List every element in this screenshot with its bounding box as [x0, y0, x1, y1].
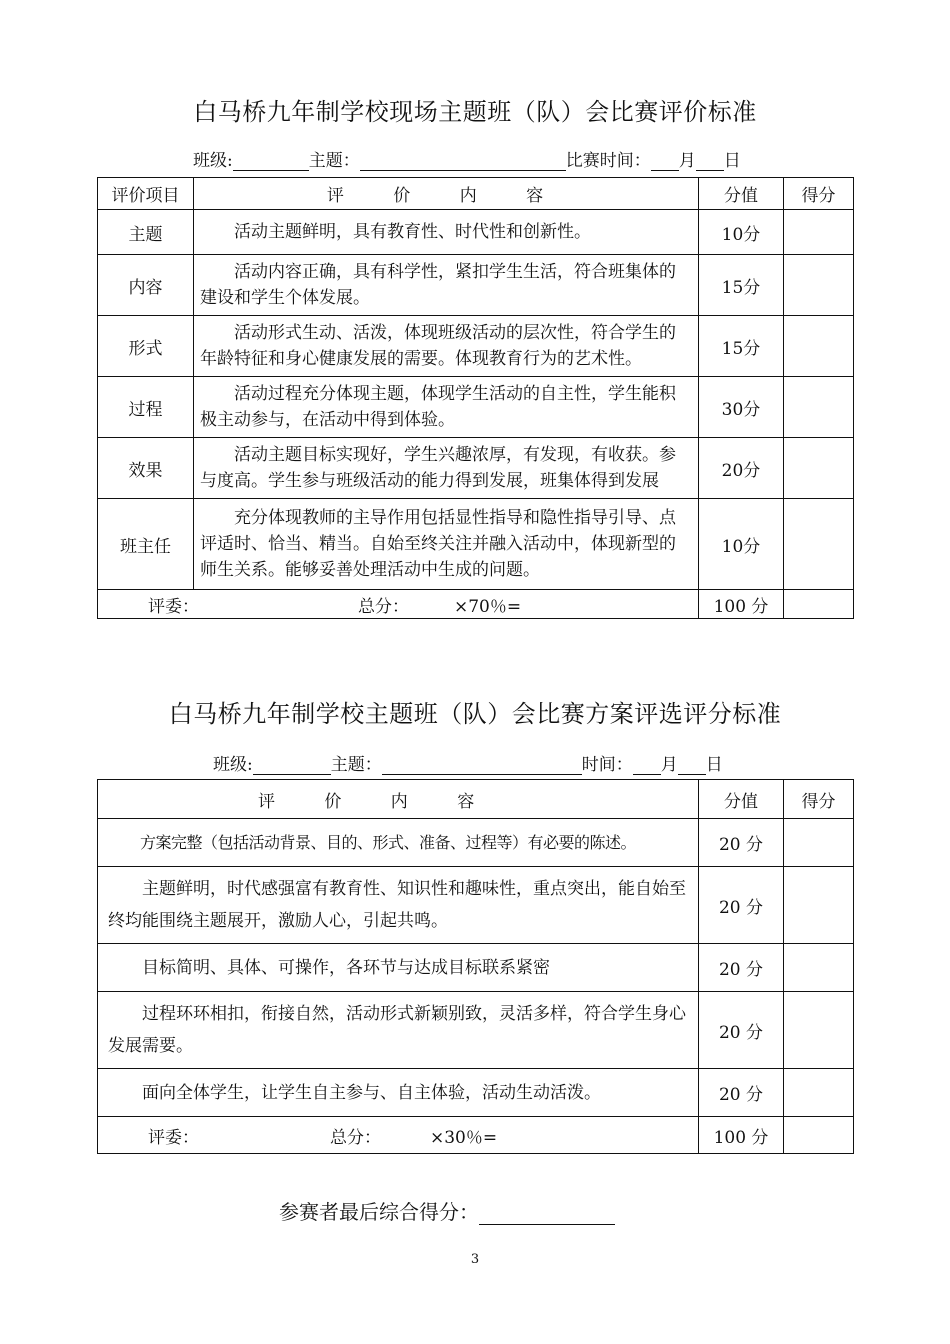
class-label: 班级:: [193, 151, 233, 171]
theme-blank[interactable]: [382, 756, 582, 775]
table-header-row: [98, 178, 854, 210]
row-content: 充分体现教师的主导作用包括显性指导和隐性指导引导、点评适时、恰当、精当。自始至终关注并融入活动中，体现新型的师生关系。能够妥善处理活动中生成的问题。: [194, 499, 699, 590]
day-blank[interactable]: [678, 756, 706, 775]
row-content: 面向全体学生，让学生自主参与、自主体验，活动生动活泼。: [98, 1069, 699, 1117]
row-value: 20 分: [699, 819, 784, 867]
row-score-cell[interactable]: [784, 499, 854, 590]
table-row: [98, 867, 854, 944]
row-content: 活动形式生动、活泼，体现班级活动的层次性，符合学生的年龄特征和身心健康发展的需要。体现教育行为的艺术性。: [194, 316, 699, 377]
table-row: [98, 499, 854, 590]
table-footer-row: [98, 1117, 854, 1154]
class-label: 班级:: [213, 755, 253, 775]
footer-summary: [98, 1117, 699, 1154]
row-content: 活动过程充分体现主题，体现学生活动的自主性，学生能积极主动参与，在活动中得到体验。: [194, 377, 699, 438]
row-value: 10分: [699, 499, 784, 590]
row-score-cell[interactable]: [784, 210, 854, 255]
final-score-line: [279, 1196, 615, 1225]
theme-blank[interactable]: [360, 152, 566, 171]
month-label: 月: [678, 151, 696, 171]
row-score-cell[interactable]: [784, 819, 854, 867]
row-item: 效果: [98, 438, 194, 499]
page-number: 3: [470, 1252, 480, 1267]
table-row: [98, 438, 854, 499]
footer-score-cell[interactable]: [784, 590, 854, 619]
row-score-cell[interactable]: [784, 377, 854, 438]
ratio-text: ×30％=: [430, 1127, 498, 1148]
row-item: 主题: [98, 210, 194, 255]
table-row: [98, 316, 854, 377]
row-content: 活动主题鲜明，具有教育性、时代性和创新性。: [194, 210, 699, 255]
header-item: 评价项目: [98, 178, 194, 210]
header-score-value: 分值: [699, 178, 784, 210]
table-row: [98, 1069, 854, 1117]
row-score-cell[interactable]: [784, 992, 854, 1069]
row-value: 20 分: [699, 867, 784, 944]
total-label: 总分：: [330, 1127, 381, 1148]
row-item: 班主任: [98, 499, 194, 590]
row-value: 15分: [699, 316, 784, 377]
class-blank[interactable]: [253, 756, 331, 775]
row-score-cell[interactable]: [784, 1069, 854, 1117]
row-content: 主题鲜明，时代感强富有教育性、知识性和趣味性，重点突出，能自始至终均能围绕主题展开，激励人心，引起共鸣。: [98, 867, 699, 944]
total-label: 总分：: [358, 596, 409, 617]
row-content: 目标简明、具体、可操作，各环节与达成目标联系紧密: [98, 944, 699, 992]
header-content: 评 价 内 容: [98, 780, 699, 819]
table-row: [98, 992, 854, 1069]
final-score-blank[interactable]: [479, 1202, 615, 1225]
row-value: 20分: [699, 438, 784, 499]
row-content: 活动内容正确，具有科学性，紧扣学生生活，符合班集体的建设和学生个体发展。: [194, 255, 699, 316]
footer-score-cell[interactable]: [784, 1117, 854, 1154]
footer-total-value: 100 分: [699, 590, 784, 619]
theme-label: 主题：: [308, 151, 360, 171]
day-blank[interactable]: [696, 152, 724, 171]
row-score-cell[interactable]: [784, 438, 854, 499]
section1-table: [97, 177, 854, 619]
row-value: 10分: [699, 210, 784, 255]
section1-title: 白马桥九年制学校现场主题班（队）会比赛评价标准: [193, 98, 757, 126]
header-score-got: 得分: [784, 178, 854, 210]
table-footer-row: [98, 590, 854, 619]
table-row: [98, 210, 854, 255]
month-blank[interactable]: [651, 152, 679, 171]
row-value: 20 分: [699, 944, 784, 992]
table-row: [98, 377, 854, 438]
row-item: 内容: [98, 255, 194, 316]
day-label: 日: [705, 755, 723, 775]
header-content: 评 价 内 容: [194, 178, 699, 210]
day-label: 日: [723, 151, 741, 171]
row-score-cell[interactable]: [784, 255, 854, 316]
section1-info-line: [193, 146, 741, 171]
row-score-cell[interactable]: [784, 944, 854, 992]
judge-label: 评委：: [148, 596, 199, 617]
row-value: 20 分: [699, 992, 784, 1069]
section2-title: 白马桥九年制学校主题班（队）会比赛方案评选评分标准: [168, 700, 782, 728]
time-label: 时间：: [581, 755, 633, 775]
theme-label: 主题：: [330, 755, 382, 775]
row-content: 方案完整（包括活动背景、目的、形式、准备、过程等）有必要的陈述。: [98, 819, 699, 867]
table-row: [98, 819, 854, 867]
row-value: 15分: [699, 255, 784, 316]
table-row: [98, 255, 854, 316]
section2-table: [97, 779, 854, 1154]
table-row: [98, 944, 854, 992]
row-value: 20 分: [699, 1069, 784, 1117]
footer-total-value: 100 分: [699, 1117, 784, 1154]
final-score-label: 参赛者最后综合得分：: [279, 1200, 479, 1224]
row-value: 30分: [699, 377, 784, 438]
row-content: 活动主题目标实现好，学生兴趣浓厚，有发现，有收获。参与度高。学生参与班级活动的能力得到发展，班集体得到发展: [194, 438, 699, 499]
header-score-value: 分值: [699, 780, 784, 819]
header-score-got: 得分: [784, 780, 854, 819]
row-score-cell[interactable]: [784, 867, 854, 944]
row-item: 形式: [98, 316, 194, 377]
month-blank[interactable]: [633, 756, 661, 775]
table-header-row: [98, 780, 854, 819]
judge-label: 评委：: [148, 1127, 199, 1148]
row-item: 过程: [98, 377, 194, 438]
class-blank[interactable]: [233, 152, 309, 171]
row-content: 过程环环相扣，衔接自然，活动形式新颖别致，灵活多样，符合学生身心发展需要。: [98, 992, 699, 1069]
time-label: 比赛时间：: [565, 151, 651, 171]
footer-summary: [98, 590, 699, 619]
month-label: 月: [660, 755, 678, 775]
section2-info-line: [213, 750, 723, 775]
row-score-cell[interactable]: [784, 316, 854, 377]
ratio-text: ×70％=: [454, 596, 522, 617]
